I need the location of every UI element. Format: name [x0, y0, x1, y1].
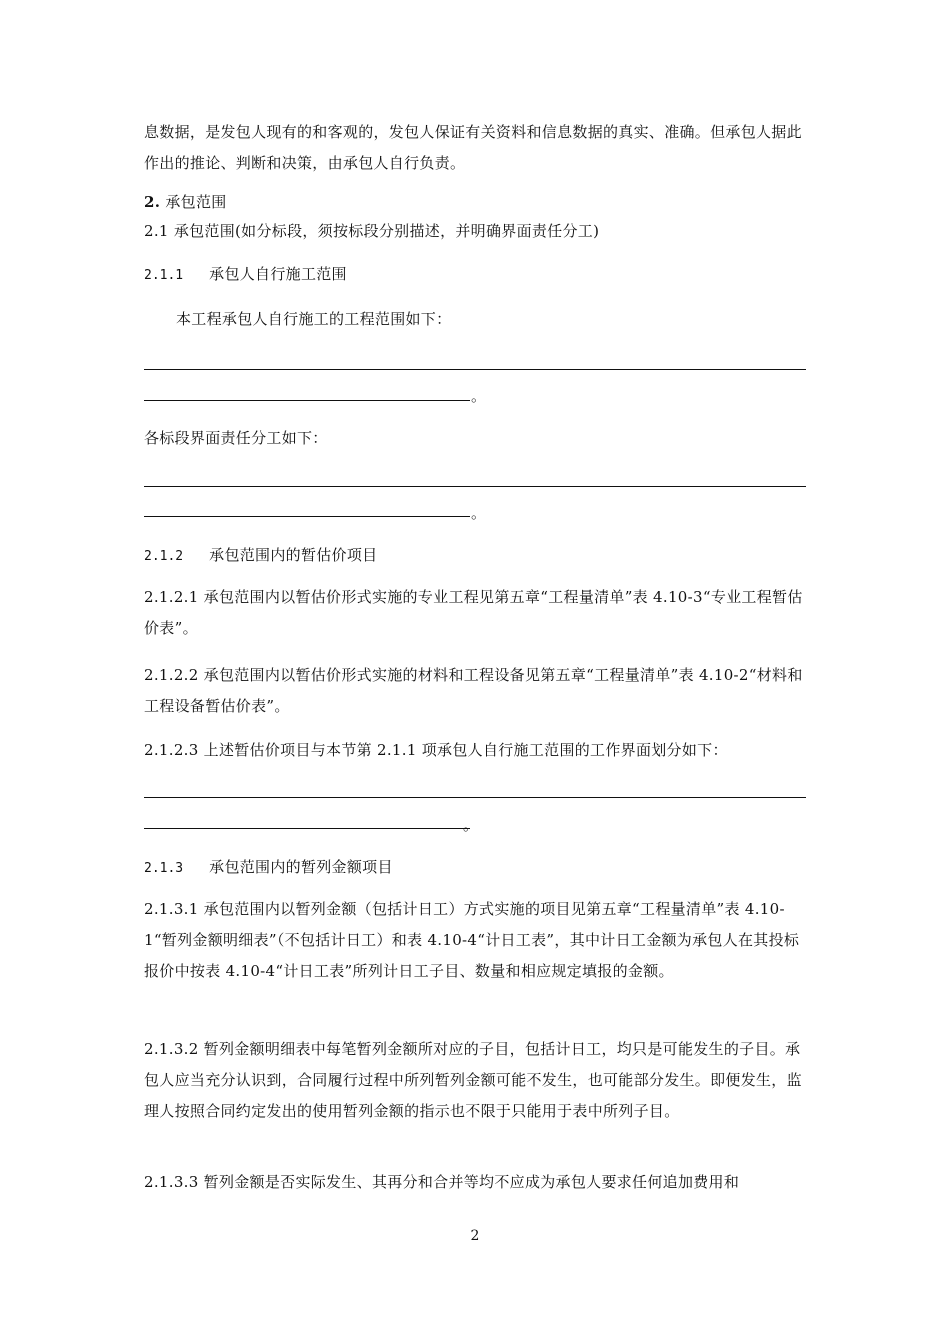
subsection-2-1-2: [144, 544, 377, 568]
line-period: 。: [471, 387, 487, 405]
fill-in-line: [144, 369, 806, 370]
paragraph-2-1-2-1: 2.1.2.1 承包范围内以暂估价形式实施的专业工程见第五章“工程量清单”表 4.10-3“专业工程暂估价表”。: [144, 588, 803, 637]
subsection-number: 2.1.2: [144, 549, 184, 564]
paragraph-2-1-3-1: 2.1.3.1 承包范围内以暂列金额（包括计日工）方式实施的项目见第五章“工程量清单”表 4.10-1“暂列金额明细表”（不包括计日工）和表 4.10-4“计日工表”，其中计日工金额为承包人在其投标报价中按表 4.10-4“计日工表”所列计日工子目、数量和相应规定填报的金额。: [144, 900, 800, 980]
subsection-2-1: 2.1 承包范围(如分标段，须按标段分别描述，并明确界面责任分工): [144, 222, 600, 240]
subsection-2-1-1: [144, 263, 347, 287]
fill-in-line: [144, 486, 806, 487]
subsection-title: 承包人自行施工范围: [209, 265, 347, 283]
paragraph-2-1-2-3: 2.1.2.3 上述暂估价项目与本节第 2.1.1 项承包人自行施工范围的工作界面划分如下：: [144, 741, 728, 759]
section-title: 承包范围: [165, 193, 227, 211]
subsection-number: 2.1.3: [144, 861, 184, 876]
fill-in-line: [144, 400, 470, 401]
line-period: 。: [471, 504, 487, 522]
subsection-title: 承包范围内的暂估价项目: [209, 546, 378, 564]
paragraph-2-1-3-3: 2.1.3.3 暂列金额是否实际发生、其再分和合并等均不应成为承包人要求任何追加费用和: [144, 1173, 740, 1191]
line-period: 。: [463, 816, 479, 834]
subsection-title: 承包范围内的暂列金额项目: [209, 858, 393, 876]
scope-paragraph: 本工程承包人自行施工的工程范围如下：: [176, 310, 452, 328]
subsection-number: 2.1.1: [144, 268, 184, 283]
section-heading-2: [144, 191, 227, 213]
fill-in-line: [144, 828, 470, 829]
page-number: 2: [470, 1228, 480, 1244]
section-number: 2.: [144, 193, 161, 211]
intro-paragraph: 息数据，是发包人现有的和客观的，发包人保证有关资料和信息数据的真实、准确。但承包人据此作出的推论、判断和决策，由承包人自行负责。: [144, 123, 802, 172]
fill-in-line: [144, 516, 470, 517]
fill-in-line: [144, 797, 806, 798]
sections-paragraph: 各标段界面责任分工如下：: [144, 429, 328, 447]
paragraph-2-1-3-2: 2.1.3.2 暂列金额明细表中每笔暂列金额所对应的子目，包括计日工，均只是可能发生的子目。承包人应当充分认识到，合同履行过程中所列暂列金额可能不发生，也可能部分发生。即便发生，监理人按照合同约定发出的使用暂列金额的指示也不限于只能用于表中所列子目。: [144, 1040, 802, 1120]
subsection-2-1-3: [144, 856, 393, 880]
paragraph-2-1-2-2: 2.1.2.2 承包范围内以暂估价形式实施的材料和工程设备见第五章“工程量清单”表 4.10-2“材料和工程设备暂估价表”。: [144, 666, 803, 715]
